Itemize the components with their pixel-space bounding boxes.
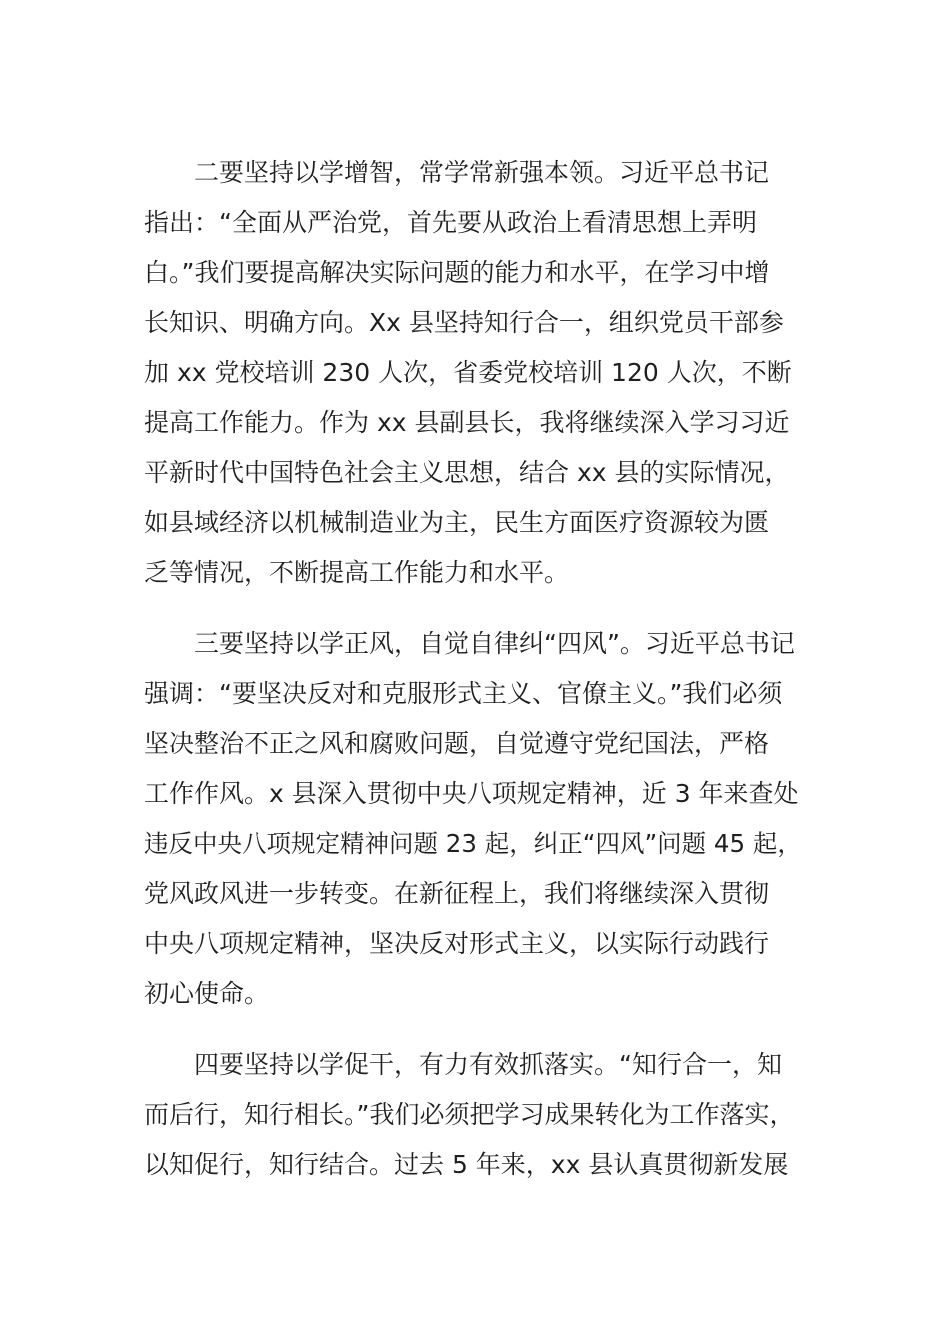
paragraph-line: 党风政风进一步转变。在新征程上，我们将继续深入贯彻 xyxy=(144,879,770,908)
paragraph-line: 以知促行，知行结合。过去 5 年来，xx 县认真贯彻新发展 xyxy=(144,1150,789,1179)
paragraph-line: 而后行，知行相长。”我们必须把学习成果转化为工作落实， xyxy=(144,1100,795,1129)
paragraph-line: 白。”我们要提高解决实际问题的能力和水平，在学习中增 xyxy=(144,258,770,287)
paragraph-line: 坚决整治不正之风和腐败问题，自觉遵守党纪国法，严格 xyxy=(144,729,770,758)
paragraph-line: 长知识、明确方向。Xx 县坚持知行合一，组织党员干部参 xyxy=(144,308,784,337)
paragraph-line: 如县域经济以机械制造业为主，民生方面医疗资源较为匮 xyxy=(144,508,770,537)
paragraph-line: 强调：“要坚决反对和克服形式主义、官僚主义。”我们必须 xyxy=(144,679,783,708)
paragraph-line: 加 xx 党校培训 230 人次，省委党校培训 120 人次，不断 xyxy=(144,358,792,387)
paragraph-line: 工作作风。x 县深入贯彻中央八项规定精神，近 3 年来查处 xyxy=(144,779,799,808)
paragraph-line: 指出：“全面从严治党，首先要从政治上看清思想上弄明 xyxy=(144,208,757,237)
paragraph-line: 三要坚持以学正风，自觉自律纠“四风”。习近平总书记 xyxy=(194,629,795,658)
paragraph-line: 乏等情况，不断提高工作能力和水平。 xyxy=(144,558,570,587)
paragraph-line: 二要坚持以学增智，常学常新强本领。习近平总书记 xyxy=(194,158,770,187)
paragraph-line: 提高工作能力。作为 xx 县副县长，我将继续深入学习习近 xyxy=(144,408,790,437)
paragraph-line: 违反中央八项规定精神问题 23 起，纠正“四风”问题 45 起， xyxy=(144,829,802,858)
paragraph-line: 初心使命。 xyxy=(144,979,270,1008)
paragraph-line: 四要坚持以学促干，有力有效抓落实。“知行合一，知 xyxy=(194,1050,782,1079)
paragraph-line: 平新时代中国特色社会主义思想，结合 xx 县的实际情况， xyxy=(144,458,790,487)
paragraph-line: 中央八项规定精神，坚决反对形式主义，以实际行动践行 xyxy=(144,929,770,958)
